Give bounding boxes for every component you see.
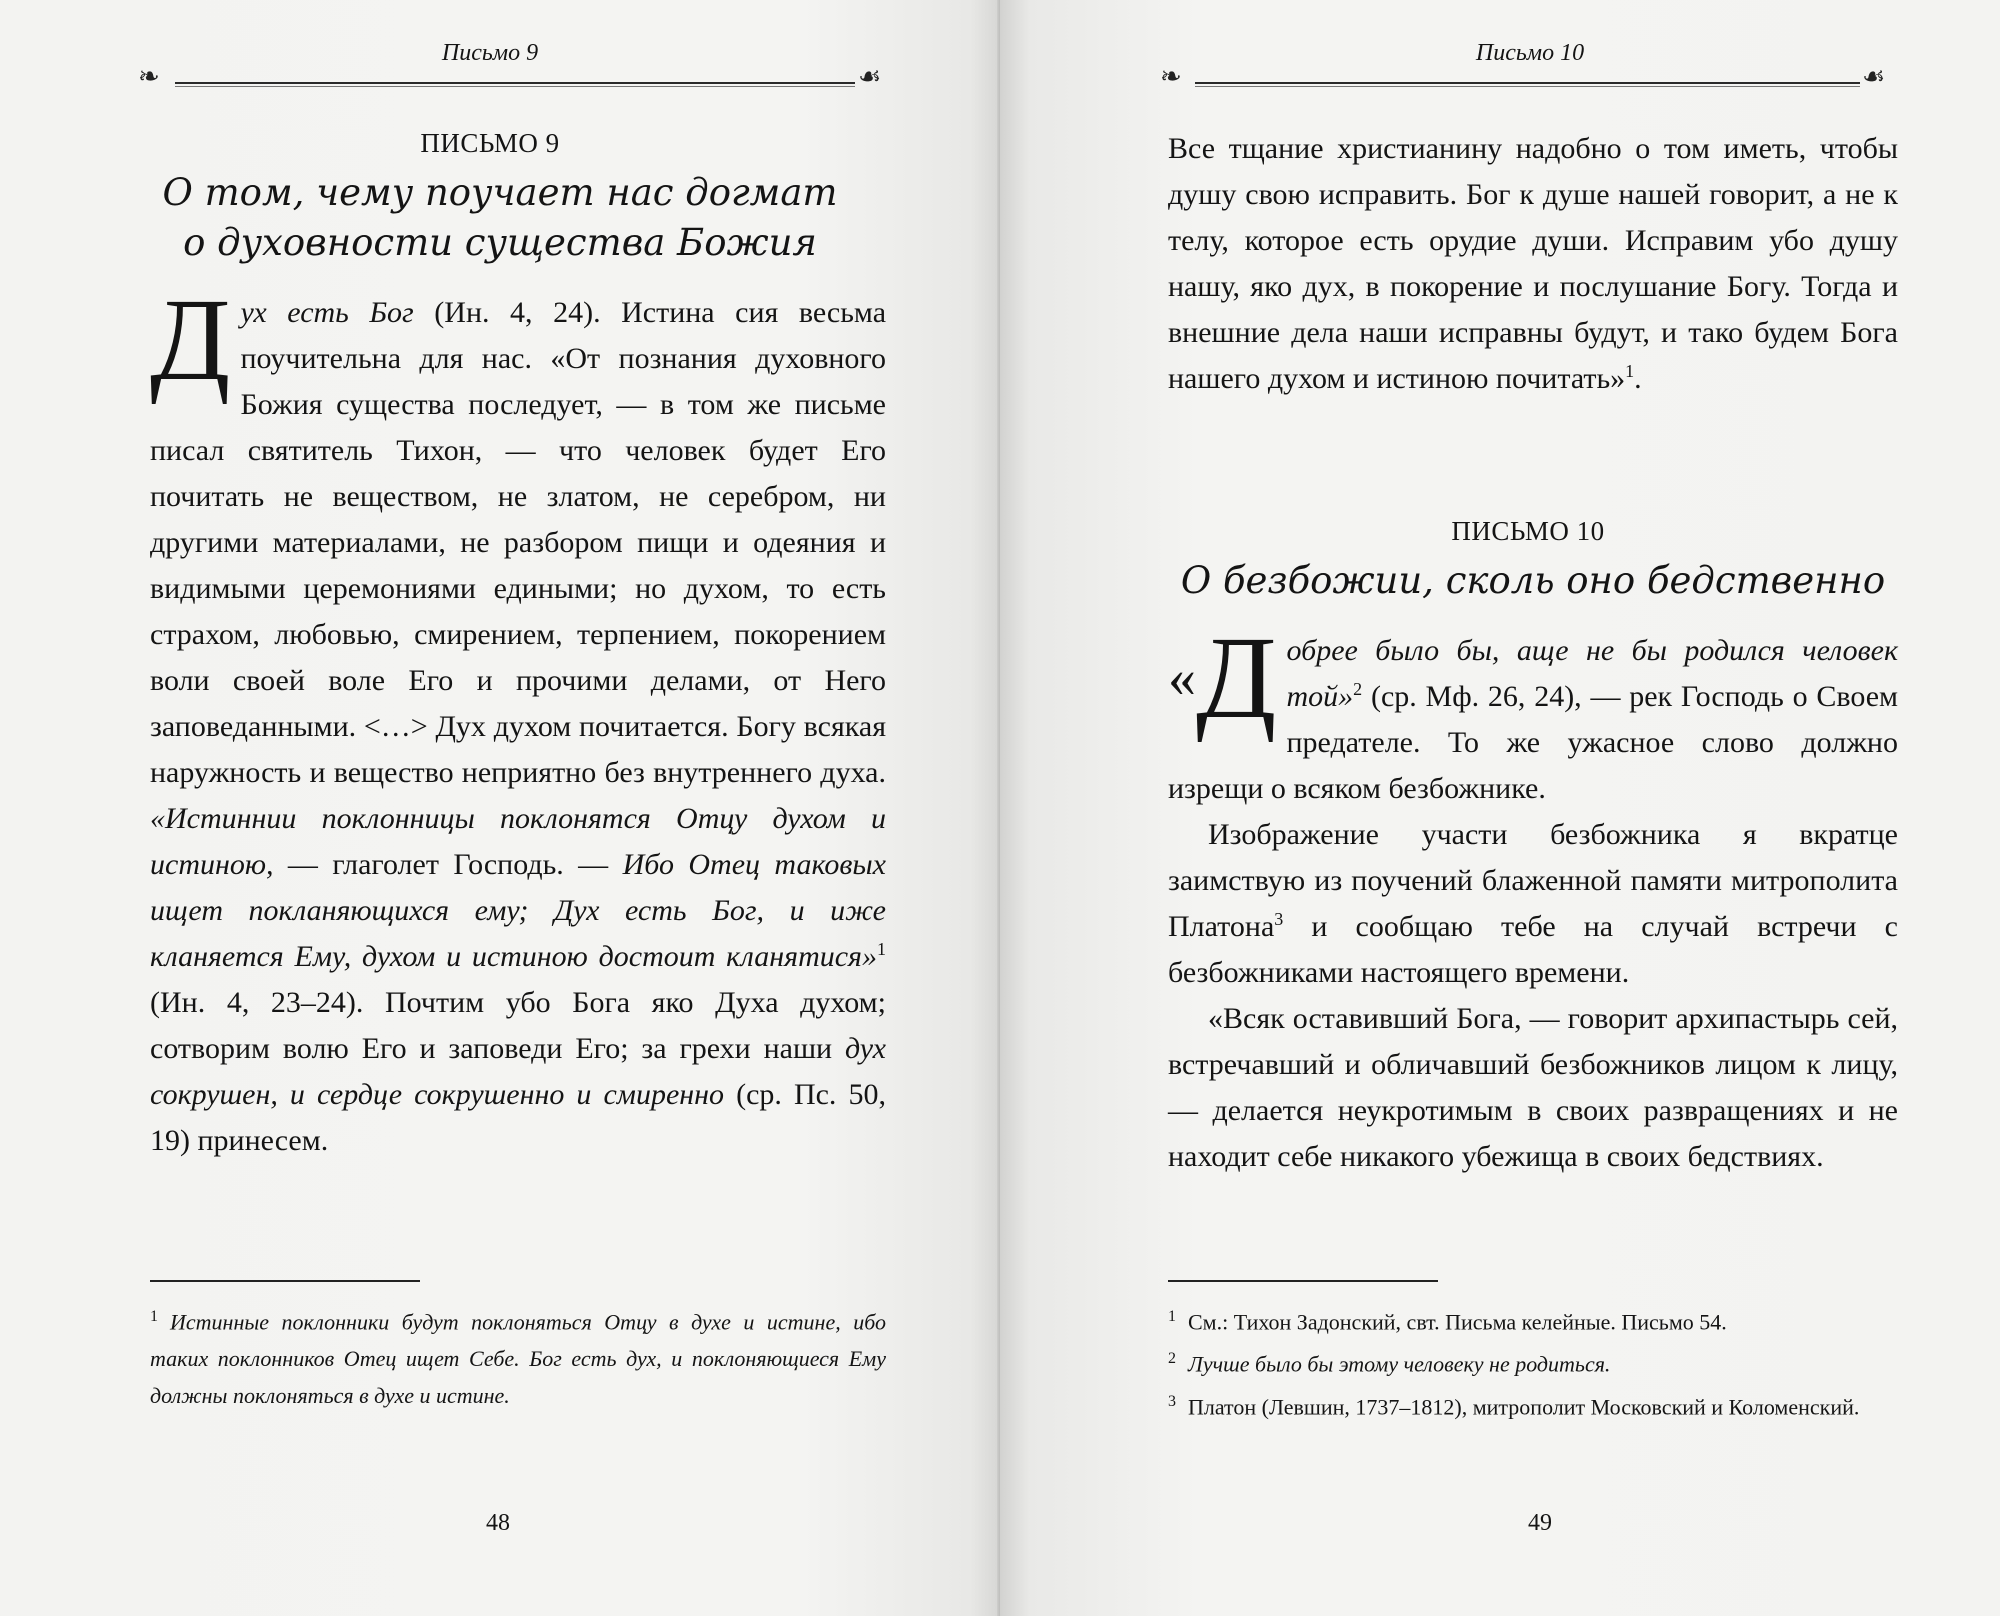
footnote <box>1168 1298 1898 1340</box>
footnote-rule <box>150 1280 420 1282</box>
italic-run: дух сокрушен, и сердце сокрушенно и смиренно <box>150 1032 886 1111</box>
header-rule <box>175 82 855 84</box>
ornament-right-icon: ☙ <box>858 62 882 91</box>
text-run: «Всяк оставивший Бога, — говорит архипастырь сей, встречавший и обличавший безбожников лицом к лицу, — делается неукротимым в своих развращениях и не находит себе никакого убежища в своих бедствиях. <box>1168 1002 1898 1173</box>
footnote <box>1168 1383 1898 1425</box>
subtitle-line-1: О том, чему поучает нас догмат <box>162 171 838 214</box>
body-text-top <box>1168 126 1898 402</box>
text-run: . <box>1634 362 1642 395</box>
footnote-ref[interactable]: 1 <box>1625 361 1635 381</box>
text-run: — глаголет Господь. — <box>273 848 623 881</box>
footnote-number: 1 <box>150 1308 158 1325</box>
dropcap: Д <box>150 274 231 405</box>
italic-run: Ибо Отец таковых ищет покланяющихся ему; Дух есть Бог, и иже кланяется Ему, духом и истиною достоит кланятися» <box>150 848 886 973</box>
paragraph <box>1168 126 1898 402</box>
footnotes <box>1168 1298 1898 1425</box>
paragraph <box>150 274 887 1164</box>
footnote-text: См.: Тихон Задонский, свт. Письма келейные. Письмо 54. <box>1188 1309 1727 1335</box>
footnote-ref[interactable]: 2 <box>1353 679 1363 699</box>
subtitle: О безбожии, сколь оно бедственно <box>1180 559 1886 602</box>
paragraph <box>1168 612 1898 812</box>
dropcap: Д <box>1196 612 1277 743</box>
footnote-ref[interactable]: 1 <box>877 939 886 959</box>
ornament-left-icon: ❧ <box>138 62 160 91</box>
italic-run: «Истиннии поклонницы поклонятся Отцу духом и истиною, <box>150 802 886 881</box>
footnote-ref[interactable]: 3 <box>1274 909 1284 929</box>
header-rule <box>1195 82 1860 84</box>
footnote <box>150 1298 886 1414</box>
letter-title: ПИСЬМО 9 <box>420 128 560 158</box>
footnote-number: 1 <box>1168 1308 1176 1325</box>
running-head: Письмо 10 <box>1475 40 1585 66</box>
footnote-text: Истинные поклонники будут поклоняться Отцу в духе и истине, ибо таких поклонников Отец ищет Себе. Бог есть дух, и поклоняющиеся Ему должны поклоняться в духе и истине. <box>150 1309 886 1409</box>
text-run: (Ин. 4, 23–24). Почтим убо Бога яко Духа духом; сотворим волю Его и заповеди Его; за грехи наши <box>150 986 886 1065</box>
body-text <box>150 274 887 1164</box>
page-number: 48 <box>486 1510 510 1536</box>
right-page <box>1000 0 2000 1616</box>
footnote-rule <box>1168 1280 1438 1282</box>
footnote-number: 3 <box>1168 1392 1176 1410</box>
italic-run: обрее было бы, аще не бы родился человек той» <box>1286 634 1898 713</box>
text-run: и сообщаю тебе на случай встречи с безбожниками настоящего времени. <box>1168 910 1898 989</box>
text-run: Все тщание христианину надобно о том иметь, чтобы душу свою исправить. Бог к душе нашей говорит, а не к телу, которое есть орудие души. Исправим убо душу нашу, яко дух, в покорение и послушание Богу. Тогда и внешние дела наши исправны будут, и тако будем Бога нашего духом и истиною почитать» <box>1168 132 1898 395</box>
page-number: 49 <box>1528 1510 1552 1536</box>
text-run: (Ин. 4, 24). Истина сия весьма поучительна для нас. «От познания духовного Божия существа последует, — в том же письме писал святитель Тихон, — что человек будет Его почитать не веществом, не златом, не серебром, ни другими материалами, не разбором пищи и одеяния и видимыми церемониями едиными; но духом, то есть страхом, любовью, смирением, терпением, покорением воли своей воле Его и прочими делами, от Него заповеданными. <…> Дух духом почитается. Богу всякая наружность и вещество неприятно без внутреннего духа. <box>150 296 887 789</box>
subtitle-line-2: о духовности существа Божия <box>183 221 817 264</box>
footnote <box>1168 1340 1898 1382</box>
ornament-right-icon: ☙ <box>1862 62 1886 91</box>
footnote-text: Платон (Левшин, 1737–1812), митрополит Московский и Коломенский. <box>1188 1393 1860 1419</box>
footnote-text: Лучше было бы этому человеку не родиться. <box>1188 1351 1611 1377</box>
text-run: (ср. Мф. 26, 24), — рек Господь о Своем предателе. То же ужасное слово должно изрещи о всяком безбожнике. <box>1168 680 1898 805</box>
footnote-number: 2 <box>1168 1350 1176 1368</box>
paragraph <box>1168 996 1898 1180</box>
footnotes <box>150 1298 886 1414</box>
paragraph <box>1168 812 1898 996</box>
subtitle <box>150 168 850 268</box>
text-run: Изображение участи безбожника я вкратце заимствую из поучений блаженной памяти митрополита Платона <box>1168 818 1898 943</box>
running-head: Письмо 9 <box>441 40 539 66</box>
ornament-left-icon: ❧ <box>1160 62 1182 91</box>
body-text <box>1168 612 1898 1180</box>
text-run: (ср. Пс. 50, 19) принесем. <box>150 1078 886 1157</box>
italic-run: ух есть Бог <box>240 296 414 329</box>
letter-title: ПИСЬМО 10 <box>1451 516 1605 546</box>
opening-quote: « <box>1168 647 1196 709</box>
